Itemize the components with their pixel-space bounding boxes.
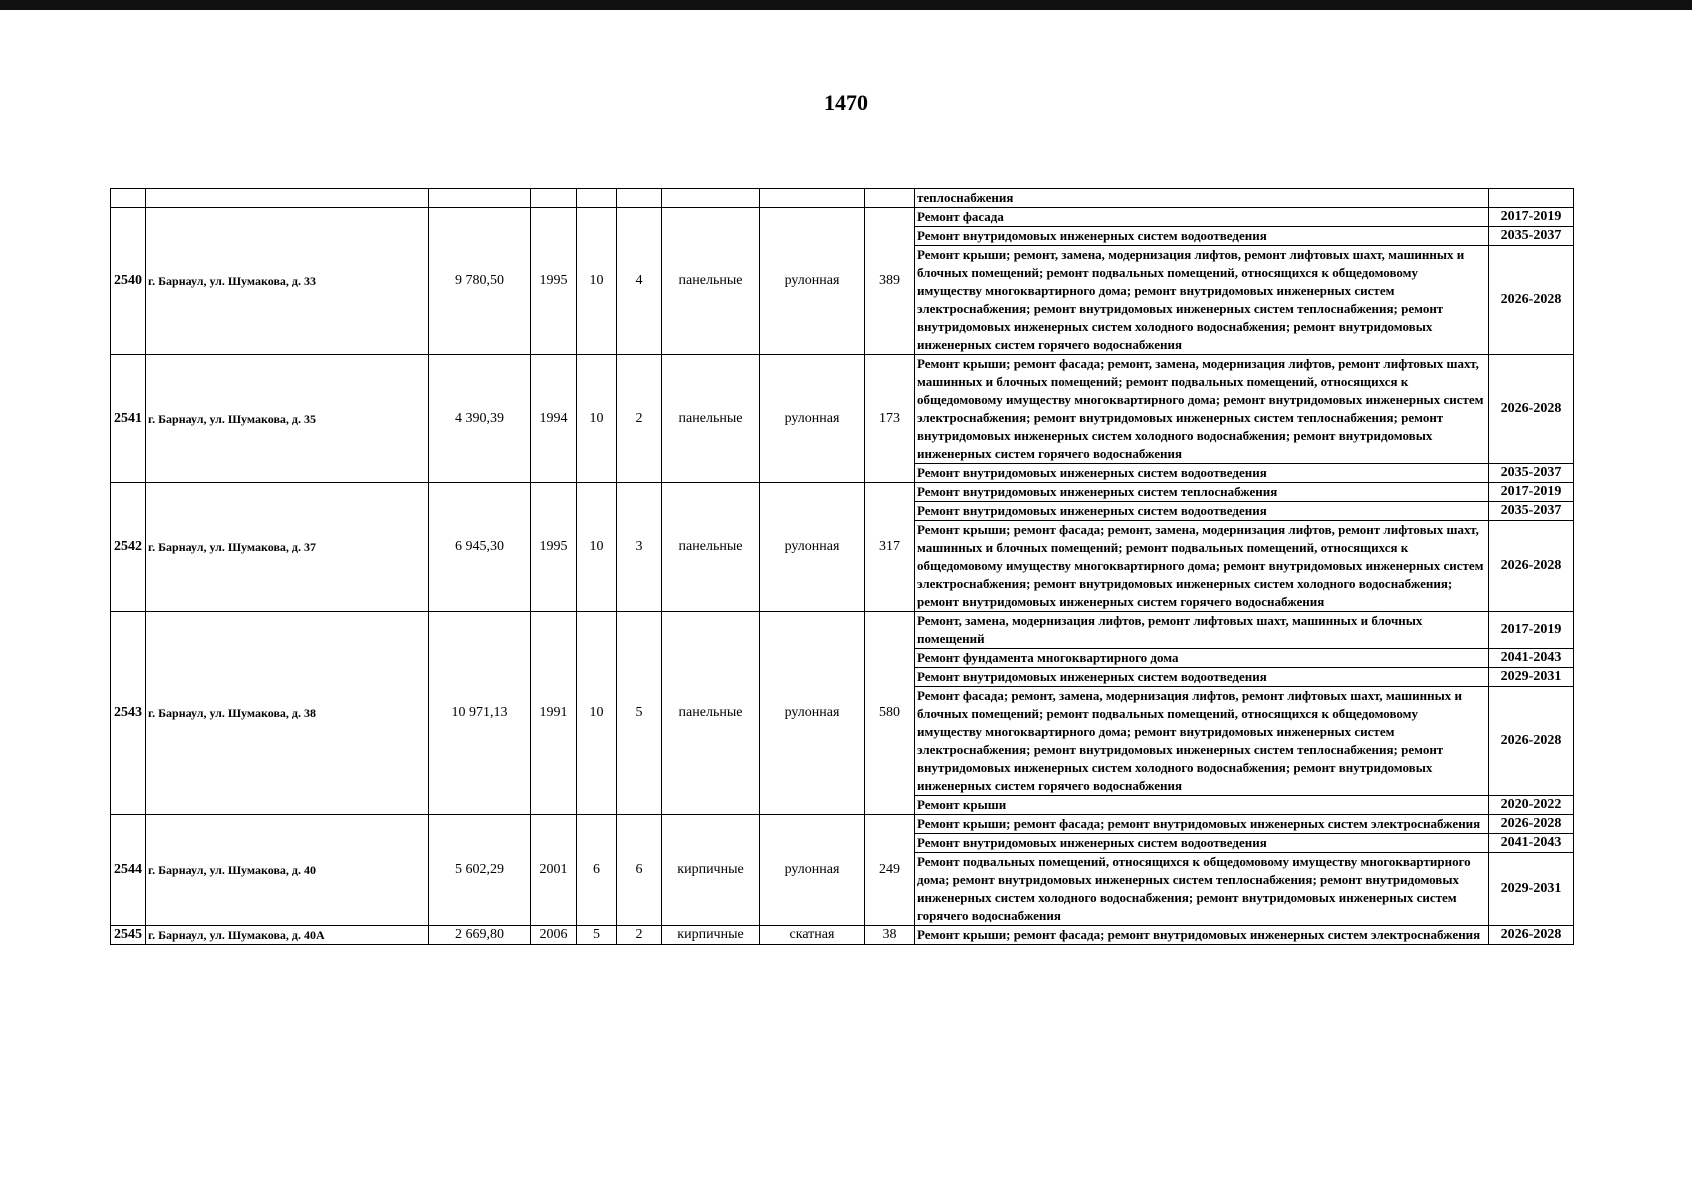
page-number: 1470 xyxy=(824,90,868,115)
work-description: Ремонт подвальных помещений, относящихся к общедомовому имуществу многоквартирного дома; ремонт внутридомовых инженерных систем теплоснабжения; ремонт внутридомовых инженерных систем холодного водоснабжения; ремонт внутридомовых инженерных систем горячего водоснабжения xyxy=(915,853,1489,926)
empty-cell xyxy=(429,189,531,208)
work-description: Ремонт внутридомовых инженерных систем теплоснабжения xyxy=(915,483,1489,502)
work-period: 2035-2037 xyxy=(1489,464,1574,483)
work-description: Ремонт крыши; ремонт фасада; ремонт, замена, модернизация лифтов, ремонт лифтовых шахт, машинных и блочных помещений; ремонт подвальных помещений, относящихся к общедомовому имуществу многоквартирного дома; ремонт внутридомовых инженерных систем электроснабжения; ремонт внутридомовых инженерных систем холодного водоснабжения; ремонт внутридомовых инженерных систем горячего водоснабжения xyxy=(915,521,1489,612)
roof-type: скатная xyxy=(760,926,865,945)
work-description: Ремонт фасада xyxy=(915,208,1489,227)
empty-cell xyxy=(617,189,662,208)
building-number: 2540 xyxy=(111,208,146,355)
work-description: Ремонт крыши; ремонт, замена, модернизация лифтов, ремонт лифтовых шахт, машинных и блочных помещений; ремонт подвальных помещений, относящихся к общедомовому имуществу многоквартирного дома; ремонт внутридомовых инженерных систем электроснабжения; ремонт внутридомовых инженерных систем теплоснабжения; ремонт внутридомовых инженерных систем холодного водоснабжения; ремонт внутридомовых инженерных систем горячего водоснабжения xyxy=(915,246,1489,355)
work-period: 2026-2028 xyxy=(1489,687,1574,796)
roof-type: рулонная xyxy=(760,612,865,815)
work-period: 2026-2028 xyxy=(1489,926,1574,945)
floors-count: 10 xyxy=(577,483,617,612)
work-description: Ремонт крыши; ремонт фасада; ремонт, замена, модернизация лифтов, ремонт лифтовых шахт, машинных и блочных помещений; ремонт подвальных помещений, относящихся к общедомовому имуществу многоквартирного дома; ремонт внутридомовых инженерных систем электроснабжения; ремонт внутридомовых инженерных систем теплоснабжения; ремонт внутридомовых инженерных систем холодного водоснабжения; ремонт внутридомовых инженерных систем горячего водоснабжения xyxy=(915,355,1489,464)
empty-cell xyxy=(662,189,760,208)
work-description: Ремонт крыши; ремонт фасада; ремонт внутридомовых инженерных систем электроснабжения xyxy=(915,815,1489,834)
entrances-count: 5 xyxy=(617,612,662,815)
building-number: 2543 xyxy=(111,612,146,815)
building-address: г. Барнаул, ул. Шумакова, д. 35 xyxy=(146,355,429,483)
wall-material: панельные xyxy=(662,483,760,612)
building-number: 2542 xyxy=(111,483,146,612)
wall-material: панельные xyxy=(662,208,760,355)
residents-count: 580 xyxy=(865,612,915,815)
repair-schedule-table xyxy=(110,188,1574,945)
table-row xyxy=(111,815,1574,834)
work-period: 2029-2031 xyxy=(1489,853,1574,926)
work-description: Ремонт внутридомовых инженерных систем водоотведения xyxy=(915,227,1489,246)
empty-cell xyxy=(531,189,577,208)
total-area: 6 945,30 xyxy=(429,483,531,612)
building-address: г. Барнаул, ул. Шумакова, д. 38 xyxy=(146,612,429,815)
construction-year: 1995 xyxy=(531,483,577,612)
table-row xyxy=(111,483,1574,502)
roof-type: рулонная xyxy=(760,815,865,926)
building-number: 2545 xyxy=(111,926,146,945)
total-area: 10 971,13 xyxy=(429,612,531,815)
work-period: 2017-2019 xyxy=(1489,483,1574,502)
entrances-count: 2 xyxy=(617,355,662,483)
continuation-row xyxy=(111,189,1574,208)
work-description: Ремонт внутридомовых инженерных систем водоотведения xyxy=(915,502,1489,521)
work-description: Ремонт крыши; ремонт фасада; ремонт внутридомовых инженерных систем электроснабжения xyxy=(915,926,1489,945)
wall-material: кирпичные xyxy=(662,815,760,926)
residents-count: 38 xyxy=(865,926,915,945)
table-row xyxy=(111,355,1574,464)
empty-cell xyxy=(577,189,617,208)
work-description: Ремонт крыши xyxy=(915,796,1489,815)
work-period: 2017-2019 xyxy=(1489,208,1574,227)
work-period: 2041-2043 xyxy=(1489,834,1574,853)
work-description: Ремонт, замена, модернизация лифтов, ремонт лифтовых шахт, машинных и блочных помещений xyxy=(915,612,1489,649)
empty-cell xyxy=(111,189,146,208)
table-row xyxy=(111,208,1574,227)
empty-cell xyxy=(146,189,429,208)
total-area: 9 780,50 xyxy=(429,208,531,355)
building-address: г. Барнаул, ул. Шумакова, д. 37 xyxy=(146,483,429,612)
total-area: 5 602,29 xyxy=(429,815,531,926)
construction-year: 2001 xyxy=(531,815,577,926)
building-address: г. Барнаул, ул. Шумакова, д. 33 xyxy=(146,208,429,355)
wall-material: панельные xyxy=(662,355,760,483)
residents-count: 389 xyxy=(865,208,915,355)
work-period: 2041-2043 xyxy=(1489,649,1574,668)
work-description: Ремонт внутридомовых инженерных систем водоотведения xyxy=(915,464,1489,483)
building-number: 2541 xyxy=(111,355,146,483)
work-description: Ремонт фундамента многоквартирного дома xyxy=(915,649,1489,668)
work-description: Ремонт внутридомовых инженерных систем водоотведения xyxy=(915,834,1489,853)
construction-year: 2006 xyxy=(531,926,577,945)
entrances-count: 6 xyxy=(617,815,662,926)
table-body xyxy=(111,189,1574,945)
roof-type: рулонная xyxy=(760,208,865,355)
roof-type: рулонная xyxy=(760,483,865,612)
residents-count: 249 xyxy=(865,815,915,926)
work-period xyxy=(1489,189,1574,208)
work-period: 2029-2031 xyxy=(1489,668,1574,687)
floors-count: 10 xyxy=(577,208,617,355)
empty-cell xyxy=(865,189,915,208)
floors-count: 6 xyxy=(577,815,617,926)
total-area: 4 390,39 xyxy=(429,355,531,483)
wall-material: кирпичные xyxy=(662,926,760,945)
table-row xyxy=(111,926,1574,945)
entrances-count: 2 xyxy=(617,926,662,945)
floors-count: 10 xyxy=(577,612,617,815)
construction-year: 1991 xyxy=(531,612,577,815)
work-period: 2035-2037 xyxy=(1489,502,1574,521)
construction-year: 1995 xyxy=(531,208,577,355)
table-row xyxy=(111,612,1574,649)
entrances-count: 3 xyxy=(617,483,662,612)
total-area: 2 669,80 xyxy=(429,926,531,945)
work-period: 2026-2028 xyxy=(1489,815,1574,834)
floors-count: 5 xyxy=(577,926,617,945)
work-period: 2020-2022 xyxy=(1489,796,1574,815)
building-address: г. Барнаул, ул. Шумакова, д. 40 xyxy=(146,815,429,926)
floors-count: 10 xyxy=(577,355,617,483)
wall-material: панельные xyxy=(662,612,760,815)
work-period: 2026-2028 xyxy=(1489,246,1574,355)
work-period: 2035-2037 xyxy=(1489,227,1574,246)
construction-year: 1994 xyxy=(531,355,577,483)
work-description: теплоснабжения xyxy=(915,189,1489,208)
empty-cell xyxy=(760,189,865,208)
building-number: 2544 xyxy=(111,815,146,926)
roof-type: рулонная xyxy=(760,355,865,483)
building-address: г. Барнаул, ул. Шумакова, д. 40А xyxy=(146,926,429,945)
work-period: 2017-2019 xyxy=(1489,612,1574,649)
scan-top-border xyxy=(0,0,1692,10)
residents-count: 317 xyxy=(865,483,915,612)
work-description: Ремонт внутридомовых инженерных систем водоотведения xyxy=(915,668,1489,687)
residents-count: 173 xyxy=(865,355,915,483)
work-description: Ремонт фасада; ремонт, замена, модернизация лифтов, ремонт лифтовых шахт, машинных и блочных помещений; ремонт подвальных помещений, относящихся к общедомовому имуществу многоквартирного дома; ремонт внутридомовых инженерных систем электроснабжения; ремонт внутридомовых инженерных систем теплоснабжения; ремонт внутридомовых инженерных систем холодного водоснабжения; ремонт внутридомовых инженерных систем горячего водоснабжения xyxy=(915,687,1489,796)
entrances-count: 4 xyxy=(617,208,662,355)
work-period: 2026-2028 xyxy=(1489,521,1574,612)
work-period: 2026-2028 xyxy=(1489,355,1574,464)
